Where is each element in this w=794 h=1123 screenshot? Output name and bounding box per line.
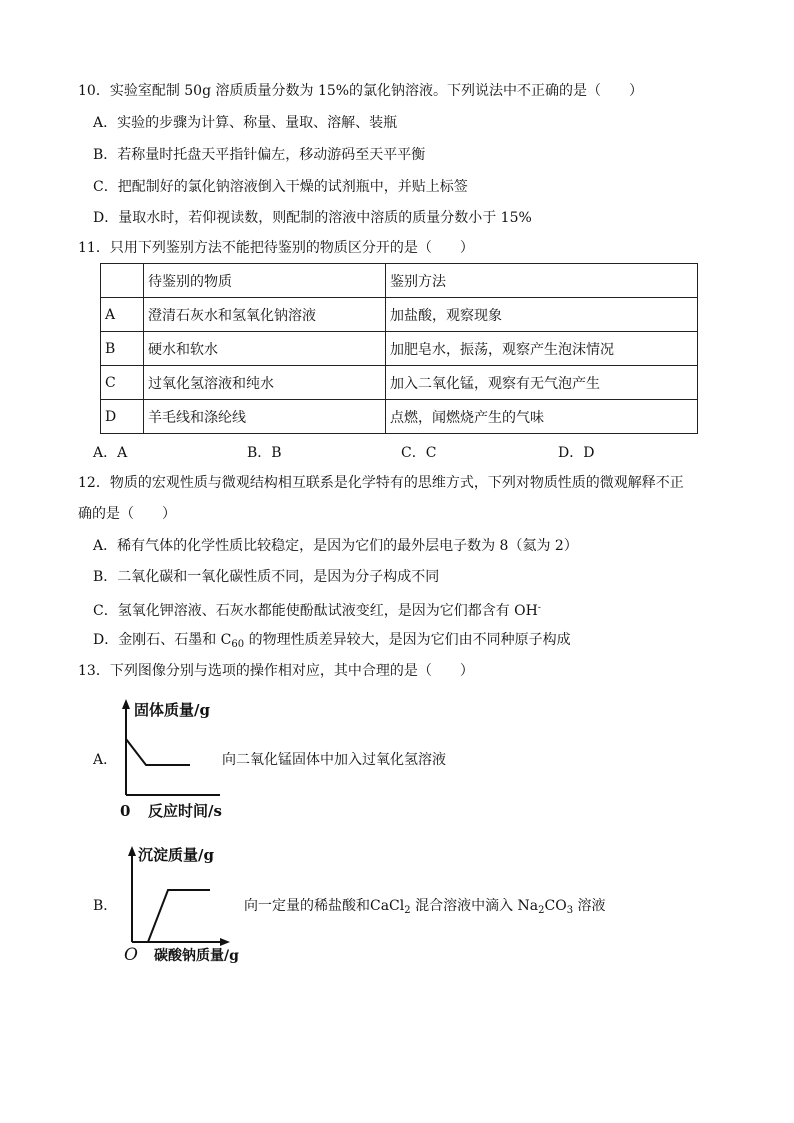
q12-option-b: B．二氧化碳和一氧化碳性质不同，是因为分子构成不同 [93,569,440,585]
q11-answer-a: A．A [93,445,128,461]
y-axis-label: 固体质量/g [134,701,210,719]
table-cell: 澄清石灰水和氢氧化钠溶液 [144,298,386,332]
table-row [101,366,698,400]
table-header-row [101,264,698,298]
q12-option-c-text: C．氢氧化钾溶液、石灰水都能使酚酞试液变红，是因为它们都含有 OH [93,603,538,619]
q12-option-a: A．稀有气体的化学性质比较稳定，是因为它们的最外层电子数为 8（氦为 2） [93,538,578,554]
table-cell: B [101,332,144,366]
q12-option-d [93,630,571,655]
q11-stem: 11．只用下列鉴别方法不能把待鉴别的物质区分开的是（ ） [78,240,474,256]
q10-option-a: A．实验的步骤为计算、称量、量取、溶解、装瓶 [93,115,398,131]
table-cell: 加入二氧化锰，观察有无气泡产生 [386,366,698,400]
table-cell: A [101,298,144,332]
x-axis-arrow [220,938,230,946]
q12-option-d-post: 的物理性质差异较大，是因为它们由不同种原子构成 [244,632,571,648]
curve [126,739,190,765]
table-cell: 加肥皂水，振荡，观察产生泡沫情况 [386,332,698,366]
table-row [101,332,698,366]
table-cell: 过氧化氢溶液和纯水 [144,366,386,400]
q10-option-b: B．若称量时托盘天平指针偏左，移动游码至天平平衡 [93,147,426,163]
q12-option-d-pre: D．金刚石、石墨和 C [93,632,232,648]
q13-option-a-desc: 向二氧化锰固体中加入过氧化氢溶液 [222,752,446,768]
q13-option-b-desc-sub3: 3 [566,905,574,916]
x-axis-label: 碳酸钠质量/g [154,948,239,964]
table-cell: 点燃，闻燃烧产生的气味 [386,400,698,434]
table-cell: D [101,400,144,434]
table-cell: 加盐酸，观察现象 [386,298,698,332]
q12-stem-line1: 12．物质的宏观性质与微观结构相互联系是化学特有的思维方式，下列对物质性质的微观解释不正 [78,475,684,491]
origin-label: 0 [120,802,131,820]
q12-stem-line2: 确的是（ ） [78,506,176,522]
table-cell: 硬水和软水 [144,332,386,366]
q13-option-a-letter: A． [93,752,118,768]
origin-label: O [124,945,138,965]
y-axis-arrow [122,699,130,709]
q10-stem: 10．实验室配制 50g 溶质质量分数为 15%的氯化钠溶液。下列说法中不正确的是（ ） [78,83,644,99]
table-cell: 羊毛线和涤纶线 [144,400,386,434]
q13-option-b-desc-sub1: 2 [404,905,411,916]
q11-answer-d: D．D [558,445,595,461]
y-axis-arrow [128,846,136,856]
q13-graph-b [118,842,243,967]
q13-option-b-desc [244,896,606,921]
q10-option-d: D．量取水时，若仰视读数，则配制的溶液中溶质的质量分数小于 15% [93,210,532,226]
q13-option-b-desc-mid2: CO [544,898,567,914]
q12-option-c [93,598,541,621]
table-row [101,400,698,434]
q13-option-b-desc-post: 溶液 [573,898,606,914]
x-axis-label: 反应时间/s [148,802,222,820]
q13-option-b-desc-mid: 混合溶液中滴入 Na [410,898,539,914]
curve [132,890,210,942]
q13-stem: 13．下列图像分别与选项的操作相对应，其中合理的是（ ） [78,663,474,679]
q11-answer-c: C．C [401,445,437,461]
table-cell: C [101,366,144,400]
q13-option-b-desc-sub2: 2 [538,905,545,916]
table-header-cell: 待鉴别的物质 [144,264,386,298]
q13-option-b-letter: B． [93,898,118,914]
y-axis-label: 沉淀质量/g [138,846,214,864]
q11-answer-b: B．B [247,445,282,461]
q10-option-c: C．把配制好的氯化钠溶液倒入干燥的试剂瓶中，并贴上标签 [93,179,468,195]
q13-option-b-desc-pre: 向一定量的稀盐酸和CaCl [244,898,405,914]
q11-table [100,263,698,434]
table-header-cell [101,264,144,298]
table-header-cell: 鉴别方法 [386,264,698,298]
q12-option-d-sub: 60 [231,639,245,650]
table-row [101,298,698,332]
q13-graph-a [110,695,235,825]
q12-option-c-sup: - [537,603,541,613]
